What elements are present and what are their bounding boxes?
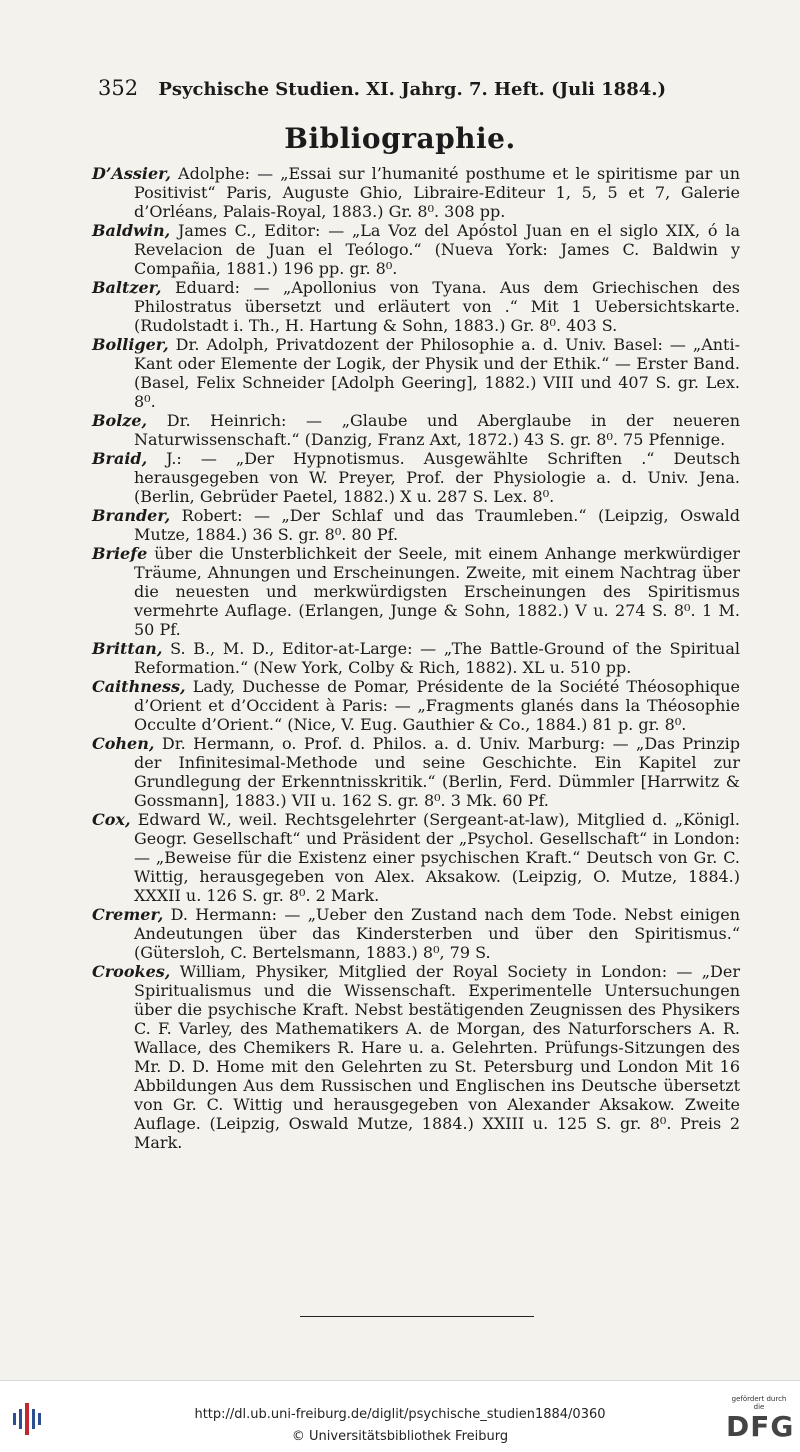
entry-author: Baltzer, — [92, 278, 162, 297]
end-rule-divider — [300, 1316, 534, 1317]
entry-text: D. Hermann: — „Ueber den Zustand nach dem Tode. Nebst einigen Andeutungen über das Kindersterben und über den Spiritismus.“ (Gütersloh, C. Bertelsmann, 1883.) 8⁰, 79 S. — [134, 905, 740, 962]
entry-text: S. B., M. D., Editor-at-Large: — „The Battle-Ground of the Spiritual Reformation.“ (New York, Colby & Rich, 1882). XL u. 510 pp. — [134, 639, 740, 677]
bibliography-entry — [92, 905, 740, 962]
entry-text: Eduard: — „Apollonius von Tyana. Aus dem Griechischen des Philostratus übersetzt und erläutert von .“ Mit 1 Uebersichtskarte. (Rudolstadt i. Th., H. Hartung & Sohn, 1883.) Gr. 8⁰. 403 S. — [134, 278, 740, 335]
entry-author: Brittan, — [92, 639, 163, 658]
bibliography-entry — [92, 734, 740, 810]
bibliography-entry — [92, 506, 740, 544]
entry-text: über die Unsterblichkeit der Seele, mit einem Anhange merkwürdiger Träume, Ahnungen und Erscheinungen. Zweite, mit einem Nachtrag über die neuesten und merkwürdigsten Erscheinungen des Spiritismus vermehrte Auflage. (Erlangen, Junge & Sohn, 1882.) V u. 274 S. 8⁰. 1 M. 50 Pf. — [134, 544, 740, 639]
source-url-link[interactable]: http://dl.ub.uni-freiburg.de/diglit/psychische_studien1884/0360 — [194, 1407, 606, 1422]
copyright-notice: © Universitätsbibliothek Freiburg — [291, 1429, 509, 1444]
entry-text: Dr. Adolph, Privatdozent der Philosophie a. d. Univ. Basel: — „Anti-Kant oder Elemente der Logik, der Physik und der Ethik.“ — Erster Band. (Basel, Felix Schneider [Adolph Geering], 1882.) VIII und 407 S. gr. Lex. 8⁰. — [134, 335, 740, 411]
entry-author: Bolze, — [92, 411, 148, 430]
entry-author: Bolliger, — [92, 335, 169, 354]
entry-author: Briefe — [92, 544, 148, 563]
viewer-footer — [0, 1380, 800, 1452]
entry-author: Brander, — [92, 506, 171, 525]
bibliography-entry — [92, 544, 740, 639]
bibliography-list — [92, 164, 740, 1152]
bibliography-entry — [92, 639, 740, 677]
running-title: Psychische Studien. XI. Jahrg. 7. Heft. (Juli 1884.) — [158, 79, 667, 100]
dfg-logo — [726, 1395, 795, 1445]
bibliography-entry — [92, 335, 740, 411]
entry-author: Crookes, — [92, 962, 171, 981]
entry-author: D’Assier, — [92, 164, 171, 183]
bibliography-entry — [92, 411, 740, 449]
bibliography-entry — [92, 962, 740, 1152]
entry-author: Caithness, — [92, 677, 186, 696]
bibliography-entry — [92, 278, 740, 335]
section-title: Bibliographie. — [284, 122, 516, 155]
page-number: 352 — [98, 76, 139, 100]
bibliography-entry — [92, 449, 740, 506]
entry-text: Adolphe: — „Essai sur l’humanité posthume et le spiritisme par un Positivist“ Paris, Auguste Ghio, Libraire-Editeur 1, 5, 5 et 7, Galerie d’Orléans, Palais-Royal, 1883.) Gr. 8⁰. 308 pp. — [134, 164, 740, 221]
bibliography-entry — [92, 677, 740, 734]
entry-text: Dr. Hermann, o. Prof. d. Philos. a. d. Univ. Marburg: — „Das Prinzip der Infinitesimal-Methode und seine Geschichte. Ein Kapitel zur Grundlegung der Erkenntnisskritik.“ (Berlin, Ferd. Dümmler [Harrwitz & Gossmann], 1883.) VII u. 162 S. gr. 8⁰. 3 Mk. 60 Pf. — [134, 734, 740, 810]
bibliography-entry — [92, 221, 740, 278]
entry-text: Dr. Heinrich: — „Glaube und Aberglaube in der neueren Naturwissenschaft.“ (Danzig, Franz Axt, 1872.) 43 S. gr. 8⁰. 75 Pfennige. — [134, 411, 740, 449]
entry-text: Edward W., weil. Rechtsgelehrter (Sergeant-at-law), Mitglied d. „Königl. Geogr. Gesellschaft“ und Präsident der „Psychol. Gesellschaft“ in London: — „Beweise für die Existenz einer psychischen Kraft.“ Deutsch von Gr. C. Wittig, herausgegeben von Alex. Aksakow. (Leipzig, O. Mutze, 1884.) XXXII u. 126 S. gr. 8⁰. 2 Mark. — [130, 810, 740, 905]
bibliography-entry — [92, 164, 740, 221]
entry-text: Lady, Duchesse de Pomar, Présidente de la Société Théosophique d’Orient et d’Occident à Paris: — „Fragments glanés dans la Théosophie Occulte d’Orient.“ (Nice, V. Eug. Gauthier & Co., 1884.) 81 p. gr. 8⁰. — [134, 677, 740, 734]
dfg-wordmark: DFG — [726, 1410, 795, 1443]
running-header — [98, 76, 698, 100]
entry-author: Cox, — [92, 810, 131, 829]
entry-text: J.: — „Der Hypnotismus. Ausgewählte Schriften .“ Deutsch herausgegeben von W. Preyer, Prof. der Physiologie a. d. Univ. Jena. (Berlin, Gebrüder Paetel, 1882.) X u. 287 S. Lex. 8⁰. — [134, 449, 740, 506]
entry-text: William, Physiker, Mitglied der Royal Society in London: — „Der Spiritualismus und die Wissenschaft. Experimentelle Untersuchungen über die psychische Kraft. Nebst bestätigenden Zeugnissen des Physikers C. F. Varley, des Mathematikers A. de Morgan, des Naturforschers A. R. Wallace, des Chemikers R. Hare u. a. Gelehrten. Prüfungs-Sitzungen des Mr. D. D. Home mit den Gelehrten zu St. Petersburg und London Mit 16 Abbildungen Aus dem Russischen und Englischen ins Deutsche übersetzt von Gr. C. Wittig und herausgegeben von Alexander Aksakow. Zweite Auflage. (Leipzig, Oswald Mutze, 1884.) XXIII u. 125 S. gr. 8⁰. Preis 2 Mark. — [134, 962, 740, 1152]
entry-text: James C., Editor: — „La Voz del Apóstol Juan en el siglo XIX, ó la Revelacion de Juan el Teólogo.“ (Nueva York: James C. Baldwin y Compañia, 1881.) 196 pp. gr. 8⁰. — [134, 221, 740, 278]
entry-text: Robert: — „Der Schlaf und das Traumleben.“ (Leipzig, Oswald Mutze, 1884.) 36 S. gr. 8⁰. 80 Pf. — [134, 506, 740, 544]
dfg-funding-caption: gefördert durch die — [731, 1395, 787, 1411]
entry-author: Baldwin, — [92, 221, 171, 240]
entry-author: Braid, — [92, 449, 148, 468]
entry-author: Cohen, — [92, 734, 155, 753]
bibliography-entry — [92, 810, 740, 905]
entry-author: Cremer, — [92, 905, 164, 924]
